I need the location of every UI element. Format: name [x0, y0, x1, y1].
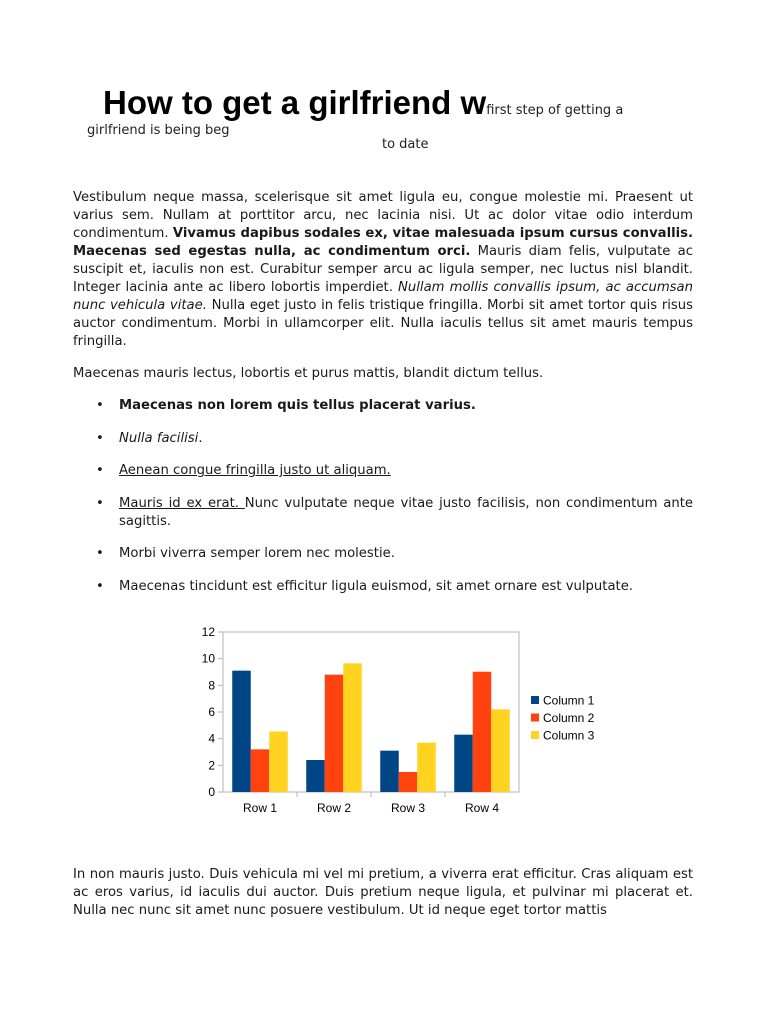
paragraph-1-bold: Vivamus dapibus sodales ex, vitae malesuada ipsum cursus convallis. Maecenas sed egestas nulla, ac condimentum orci.	[73, 226, 693, 259]
list-item-text: Morbi viverra semper lorem nec molestie.	[119, 546, 395, 561]
bullet-icon: •	[96, 430, 104, 446]
list-item	[73, 545, 693, 563]
list-item-text: Maecenas tincidunt est efficitur ligula euismod, sit amet ornare est vulputate.	[119, 578, 633, 594]
bar	[325, 675, 344, 792]
legend-swatch	[531, 696, 539, 704]
paragraph-1	[73, 189, 693, 351]
list-item-text: Maecenas non lorem quis tellus placerat varius.	[119, 398, 476, 413]
y-tick-label: 2	[208, 758, 215, 773]
legend-label: Column 2	[543, 711, 595, 725]
y-tick-label: 8	[208, 678, 215, 693]
paragraph-1-italic: Nullam mollis convallis ipsum, ac accumsan nunc vehicula vitae.	[73, 280, 693, 313]
legend-label: Column 1	[543, 693, 595, 708]
list-item	[73, 495, 693, 531]
bar	[251, 749, 270, 792]
list-item-text: Aenean congue fringilla justo ut aliquam.	[119, 463, 391, 478]
legend-label: Column 3	[543, 728, 595, 743]
bullet-icon: •	[96, 495, 104, 511]
bar	[399, 772, 418, 792]
bullet-icon: •	[96, 463, 104, 478]
list-item-text: Nunc vulputate neque vitae justo facilisis, non condimentum ante sagittis.	[119, 495, 693, 529]
title-overlap-line-3: to date	[382, 137, 429, 152]
x-tick-label: Row 2	[316, 801, 352, 815]
bullet-icon: •	[96, 398, 104, 413]
list-item	[73, 397, 693, 415]
paragraph-2: Maecenas mauris lectus, lobortis et purus mattis, blandit dictum tellus.	[73, 366, 544, 381]
bullet-icon: •	[96, 546, 104, 561]
bullet-list	[73, 397, 693, 610]
list-item	[73, 430, 693, 448]
list-item-text: Nulla facilisi	[119, 430, 199, 446]
bar	[343, 663, 362, 792]
list-item-text-underlined: Mauris id ex erat.	[119, 495, 245, 511]
legend-swatch	[531, 714, 539, 722]
y-tick-label: 4	[208, 731, 215, 746]
list-item	[73, 462, 693, 480]
x-tick-label: Row 4	[464, 801, 500, 815]
bar	[232, 671, 251, 792]
bar	[417, 743, 436, 792]
x-tick-label: Row 3	[390, 801, 426, 815]
title-overlap-text: first step of getting a	[486, 103, 624, 118]
document-title	[103, 84, 623, 122]
list-item-text-tail: .	[198, 430, 203, 446]
y-tick-label: 6	[208, 705, 215, 719]
paragraph-3: In non mauris justo. Duis vehicula mi vel mi pretium, a viverra erat efficitur. Cras aliquam est ac eros varius, id iaculis dui auctor. Duis pretium neque ligula, et pulvinar mi placerat et. Nulla nec nunc sit amet nunc posuere vestibulum. Ut id neque eget tortor mattis	[73, 867, 693, 918]
title-main-text: How to get a girlfriend w	[103, 84, 487, 121]
y-tick-label: 0	[208, 785, 215, 799]
bar-chart	[190, 620, 620, 825]
bar	[454, 735, 473, 792]
y-tick-label: 12	[201, 625, 215, 639]
legend-swatch	[531, 731, 539, 739]
bullet-icon: •	[96, 578, 104, 594]
title-overlap-line-2: girlfriend is being beg	[87, 123, 230, 138]
paragraph-1-text-b: Mauris diam felis, vulputate ac suscipit et, iaculis non est. Curabitur semper arcu ac ligula semper, nec luctus nisl blandit. Integer lacinia ante ac libero lobortis imperdiet.	[73, 244, 694, 295]
bar	[491, 709, 510, 792]
bar	[269, 731, 288, 792]
bar	[473, 672, 492, 792]
bar-chart-svg	[190, 620, 620, 825]
list-item	[73, 578, 693, 596]
bar	[306, 760, 325, 792]
y-tick-label: 10	[201, 651, 215, 666]
paragraph-1-text-a: Vestibulum neque massa, scelerisque sit amet ligula eu, congue molestie mi. Praesent ut varius sem. Nullam at porttitor arcu, nec lacinia nisi. Ut ac dolor vitae odio interdum condimentum.	[73, 190, 693, 241]
paragraph-1-text-c: Nulla eget justo in felis tristique fringilla. Morbi sit amet tortor quis risus auctor condimentum. Morbi in ullamcorper elit. Nulla iaculis tellus sit amet mauris tempus fringilla.	[73, 298, 694, 349]
x-tick-label: Row 1	[242, 801, 278, 815]
bar	[380, 751, 399, 792]
